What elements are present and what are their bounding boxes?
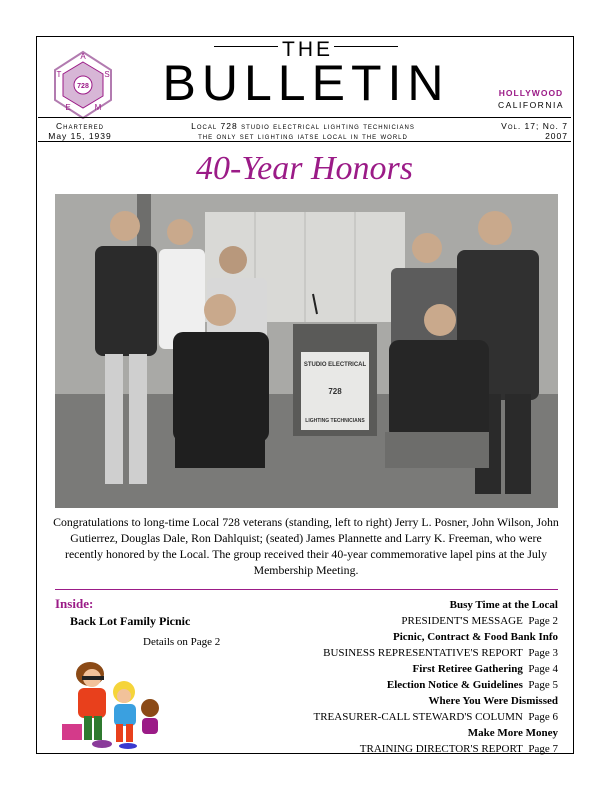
table-of-contents (313, 597, 558, 757)
toc-title: First Retiree Gathering (412, 663, 523, 675)
feature-title: Back Lot Family Picnic (70, 614, 191, 628)
volume-number: Vol. 17; No. 7 (501, 121, 568, 131)
family-cartoon-illustration (54, 652, 166, 752)
headline: 40-Year Honors (196, 150, 413, 187)
chartered-info (40, 121, 120, 141)
chartered-label: Chartered (55, 121, 105, 131)
toc-title: Picnic, Contract & Food Bank Info (393, 631, 558, 643)
masthead-title: BULLETIN (162, 55, 450, 111)
seal-letter-t: T (56, 70, 62, 79)
location-state: CALIFORNIA (497, 100, 564, 110)
local-line-1: Local 728 studio electrical lighting technicians (191, 121, 415, 131)
issue-year: 2007 (545, 131, 568, 141)
masthead-the: THE (282, 38, 333, 61)
local-line-2: the only set lighting iatse local in the world (198, 131, 408, 141)
the-right-rule (334, 46, 398, 47)
toc-entry (313, 677, 558, 693)
group-photo (55, 194, 558, 508)
location-city: HOLLYWOOD (498, 88, 564, 98)
toc-title: Election Notice & Guidelines (386, 679, 523, 691)
masthead-top-rule (38, 117, 571, 118)
podium-sign-bottom: LIGHTING TECHNICIANS (305, 418, 365, 424)
local-tagline (128, 121, 478, 141)
photo-illustration (55, 194, 558, 508)
toc-entry (313, 613, 558, 629)
seal-letter-m: M (94, 103, 102, 112)
issue-info (484, 121, 568, 141)
seal-number: 728 (77, 83, 89, 90)
toc-desc: TRAINING DIRECTOR'S REPORT (359, 743, 523, 755)
feature-details: Details on Page 2 (143, 636, 221, 648)
inside-label: Inside: (55, 596, 94, 611)
toc-entry (313, 645, 558, 661)
toc-page: Page 7 (528, 743, 558, 755)
toc-page: Page 6 (528, 711, 558, 723)
iatse-seal-logo (48, 50, 118, 120)
toc-desc: BUSINESS REPRESENTATIVE'S REPORT (323, 647, 523, 659)
toc-desc: PRESIDENT'S MESSAGE (401, 615, 523, 627)
seal-letter-a: A (80, 52, 86, 61)
toc-title: Where You Were Dismissed (428, 695, 558, 707)
toc-entry (313, 661, 558, 677)
toc-title: Make More Money (467, 727, 558, 739)
toc-entry (313, 709, 558, 725)
seal-letter-e: E (65, 103, 71, 112)
the-left-rule (214, 46, 278, 47)
inside-divider (55, 589, 558, 590)
toc-page: Page 5 (528, 679, 558, 691)
chartered-date: May 15, 1939 (48, 131, 112, 141)
toc-page: Page 2 (528, 615, 558, 627)
photo-caption: Congratulations to long-time Local 728 veterans (standing, left to right) Jerry L. Posner, John Wilson, John Gutierrez, Douglas Dale, Ron Dahlquist; (seated) James Plannette and Larry K. Freeman, who were recently honored by the Local. The group received their 40-year commemorative lapel pins at the July Membership Meeting. (53, 515, 559, 577)
podium-sign-number: 728 (328, 387, 342, 396)
masthead-bottom-rule (38, 141, 571, 142)
toc-desc: TREASURER-CALL STEWARD'S COLUMN (313, 711, 523, 723)
toc-page: Page 4 (528, 663, 558, 675)
toc-page: Page 3 (528, 647, 558, 659)
podium-sign-top: STUDIO ELECTRICAL (303, 362, 367, 368)
seal-letter-s: S (104, 70, 110, 79)
toc-title: Busy Time at the Local (449, 599, 558, 611)
toc-entry (313, 741, 558, 757)
